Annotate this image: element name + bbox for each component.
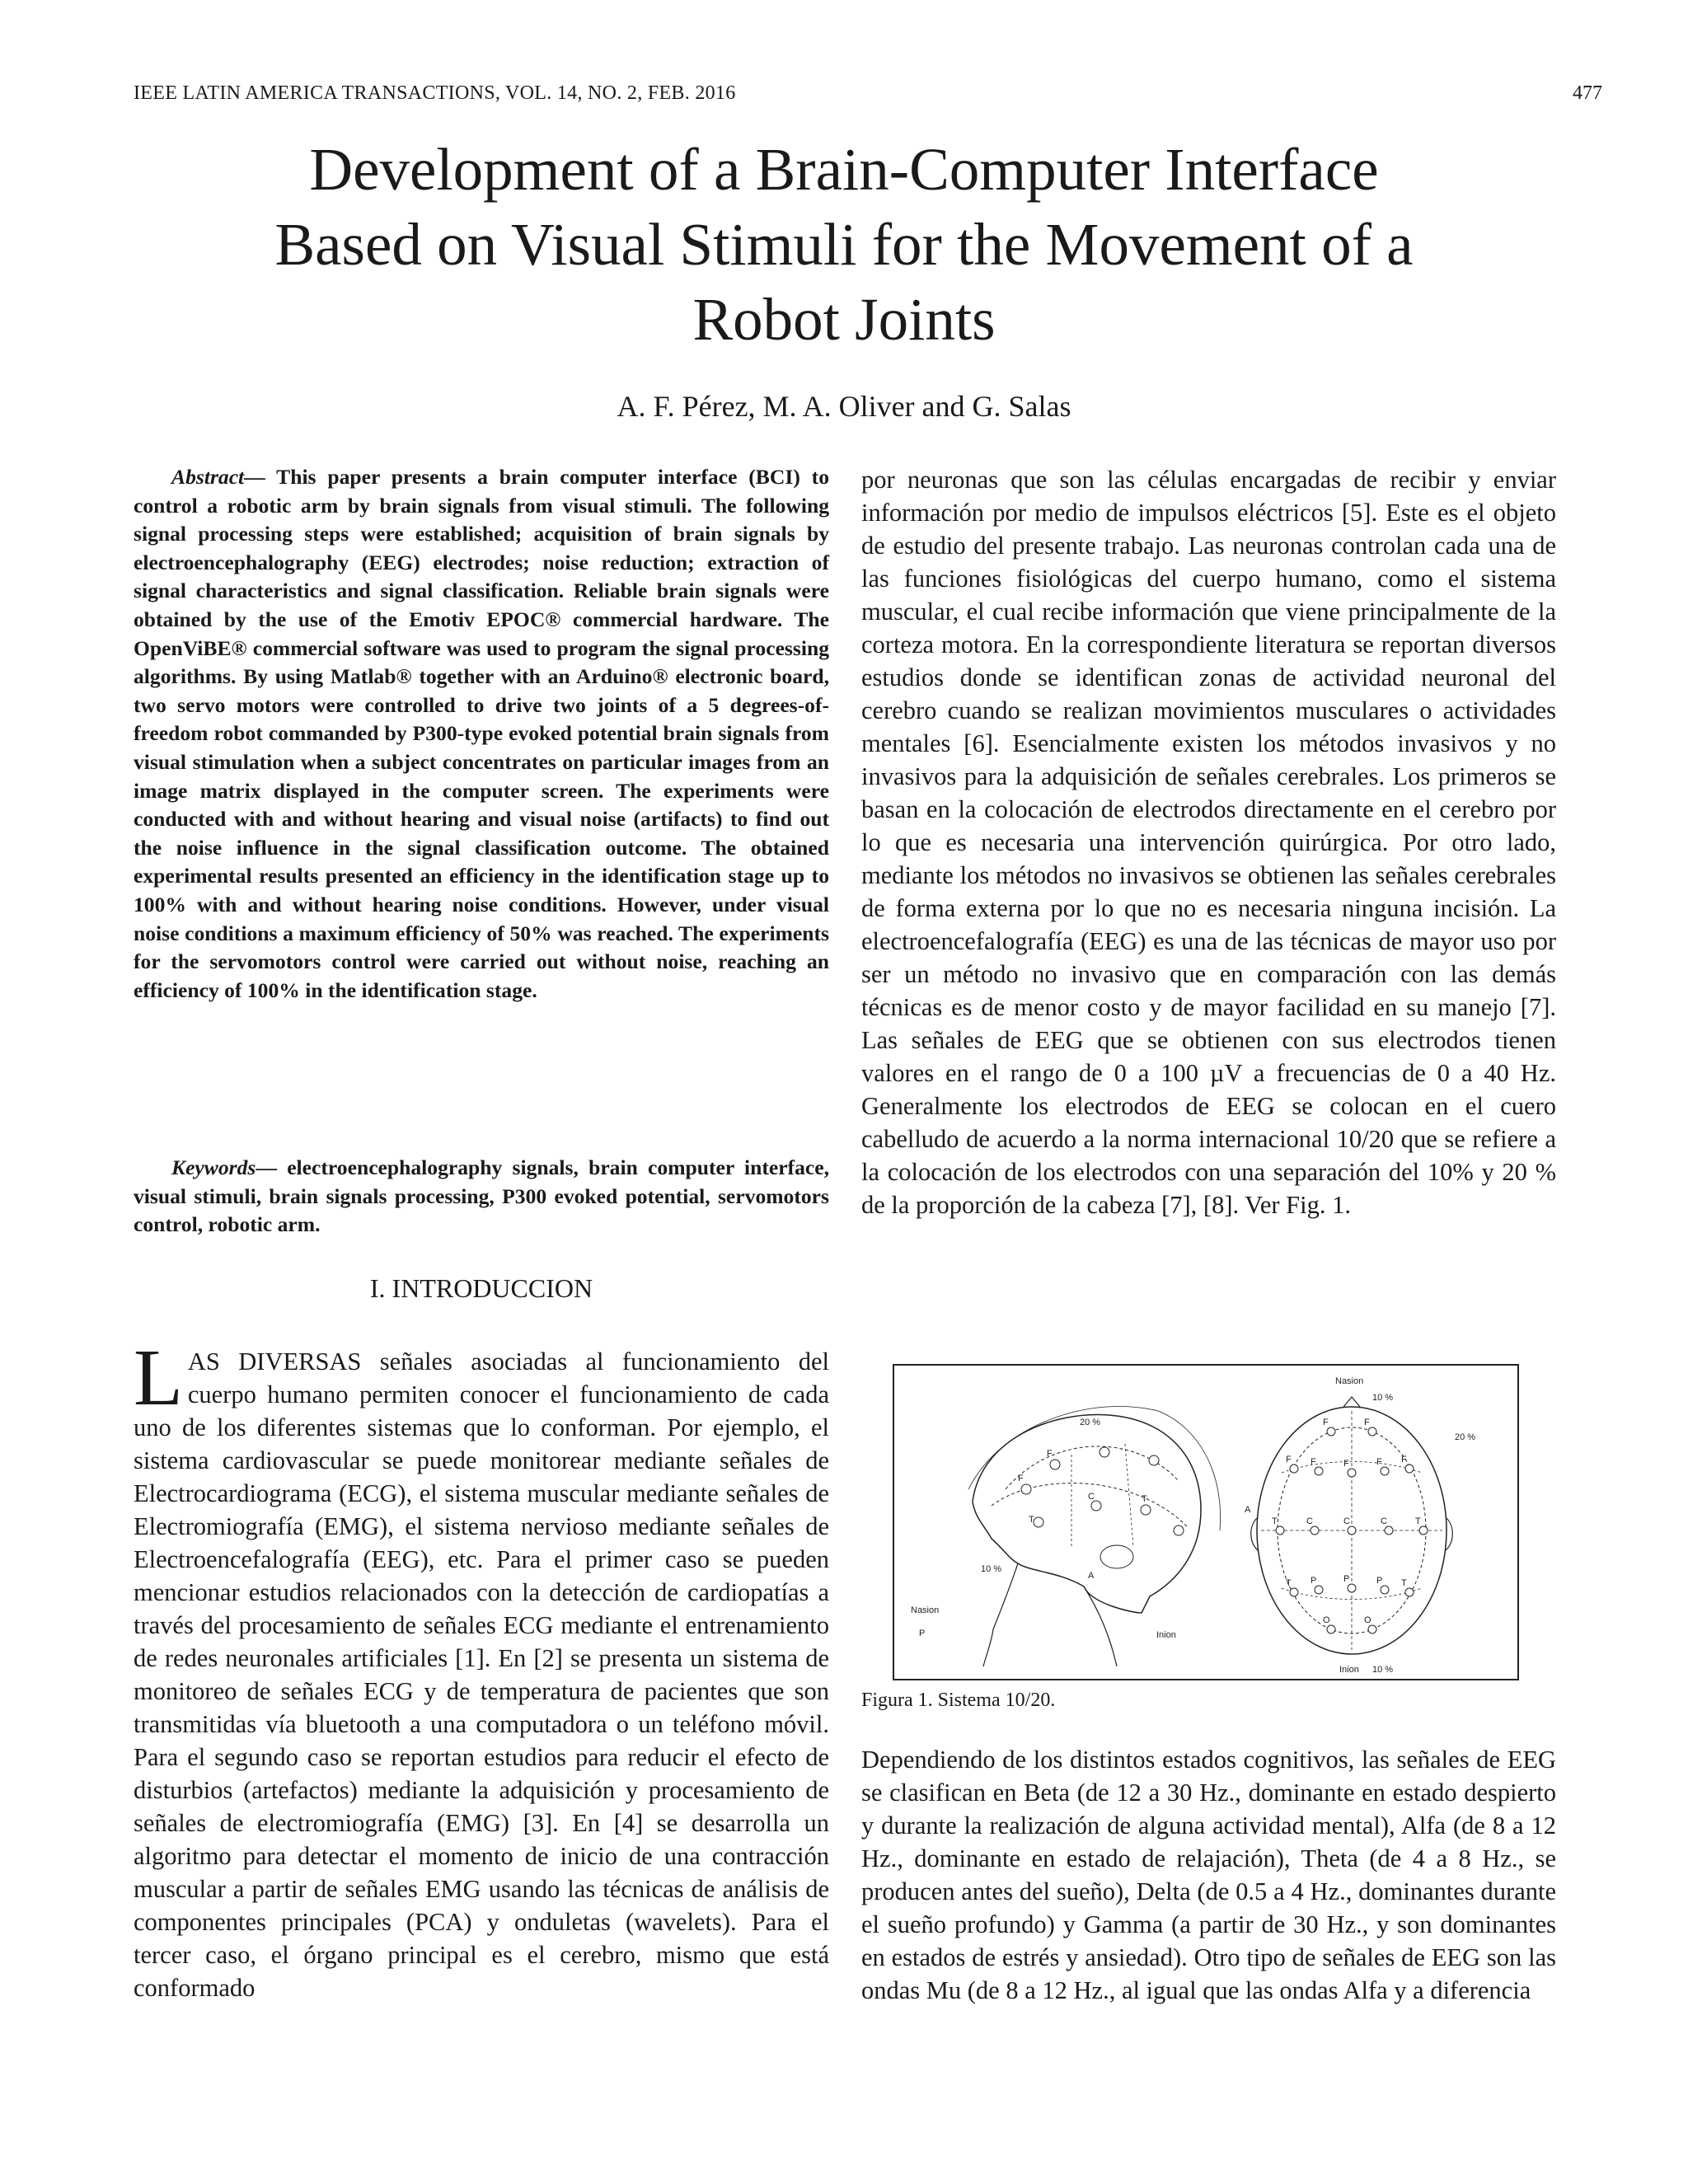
keywords: [134, 1154, 829, 1240]
label-f3: F: [1311, 1457, 1316, 1467]
intro-text: AS DIVERSAS señales asociadas al funcionamiento del cuerpo humano permiten conocer el funcionamiento de cada uno de los diferentes sistemas que lo conforman. Por ejemplo, el sistema cardiovascular se puede monitorear mediante señales de Electrocardiograma (ECG), el sistema muscular mediante señales de Electromiografía (EMG), el sistema nervioso mediante señales de Electroencefalografía (EEG), etc. Para el primer caso se pueden mencionar estudios relacionados con la detección de cardiopatías a través del procesamiento de señales ECG mediante el entrenamiento de redes neuronales artificiales [1]. En [2] se presenta un sistema de monitoreo de señales ECG y de temperatura de pacientes que son transmitidas vía bluetooth a una computadora o un teléfono móvil. Para el segundo caso se reportan estudios para reducir el efecto de disturbios (artefactos) mediante la adquisición y procesamiento de señales de electromiografía (EMG) [3]. En [4] se desarrolla un algoritmo para detectar el momento de inicio de una contracción muscular a partir de señales EMG usando las técnicas de análisis de componentes principales (PCA) y onduletas (wavelets). Para el tercer caso, el órgano principal es el cerebro, mismo que está conformado: [134, 1347, 829, 2002]
label-p3: P: [1311, 1576, 1317, 1586]
label-nasion-top: Nasion: [1335, 1376, 1364, 1386]
label-a1-top: A: [1245, 1505, 1251, 1515]
label-20pct-right: 20 %: [1455, 1432, 1476, 1442]
label-a1: A: [1088, 1571, 1095, 1581]
keywords-text: electroencephalography signals, brain computer interface, visual stimuli, brain signals processing, P300 evoked potential, servomotors control, robotic arm.: [134, 1155, 829, 1237]
label-inion-top: Inion: [1339, 1665, 1359, 1675]
label-p4: P: [1376, 1576, 1383, 1586]
label-o1: O: [1323, 1615, 1330, 1625]
label-f7: F: [1286, 1455, 1292, 1465]
label-c3: C: [1306, 1516, 1313, 1526]
title-line-2: Based on Visual Stimuli for the Movement of a: [274, 211, 1414, 278]
label-10pct-top: 10 %: [1372, 1393, 1394, 1403]
right-paragraph-1-text: por neuronas que son las células encargadas de recibir y enviar información por medio de impulsos eléctricos [5]. Este es el objeto de estudio del presente trabajo. Las neuronas controlan cada una de las funciones fisiológicas del cuerpo humano, como el sistema muscular, el cual recibe información que viene principalmente de la corteza motora. En la correspondiente literatura se reportan diversos estudios donde se identifican zonas de actividad neuronal del cerebro cuando se realizan movimientos musculares o actividades mentales [6]. Esencialmente existen los métodos invasivos y no invasivos para la adquisición de señales cerebrales. Los primeros se basan en la colocación de electrodos directamente en el cerebro por lo que es necesaria una intervención quirúrgica. Por otro lado, mediante los métodos no invasivos se obtienen las señales cerebrales de forma externa por lo que no es necesaria ninguna incisión. La electroencefalografía (EEG) es una de las técnicas de mayor uso por ser un método no invasivo que en comparación con las demás técnicas es de menor costo y de mayor facilidad en su manejo [7]. Las señales de EEG que se obtienen con sus electrodos tienen valores en el rango de 0 a 100 µV a frecuencias de 0 a 40 Hz. Generalmente los electrodos de EEG se colocan en el cuero cabelludo de acuerdo a la norma internacional 10/20 que se refiere a la colocación de los electrodos con una separación del 10% y 20 % de la proporción de la cabeza [7], [8]. Ver Fig. 1.: [861, 466, 1556, 1219]
label-nasion-side: Nasion: [911, 1605, 940, 1615]
label-c3-side: C: [1088, 1492, 1095, 1502]
label-fp1: F: [1323, 1418, 1329, 1427]
label-f4: F: [1376, 1457, 1382, 1467]
title-line-1: Development of a Brain-Computer Interface: [309, 136, 1379, 203]
label-inion-side: Inion: [1156, 1630, 1176, 1640]
label-o2: O: [1364, 1615, 1372, 1625]
label-f3-side: F: [1047, 1449, 1053, 1459]
abstract: [134, 463, 829, 1005]
title-line-3: Robot Joints: [692, 286, 996, 353]
label-fp2: F: [1364, 1418, 1370, 1427]
keywords-lead: Keywords: [171, 1155, 256, 1179]
label-20pct-top: 20 %: [1080, 1418, 1101, 1427]
label-t5: T: [1286, 1578, 1292, 1588]
abstract-text: This paper presents a brain computer interface (BCI) to control a robotic arm by brain signals from visual stimuli. The following signal processing steps were established; acquisition of brain signals by electroencephalography (EEG) electrodes; noise reduction; extraction of signal characteristics and signal classification. Reliable brain signals were obtained by the use of the Emotiv EPOC® commercial hardware. The OpenViBE® commercial software was used to program the signal processing algorithms. By using Matlab® together with an Arduino® electronic board, two servo motors were controlled to drive two joints of a 5 degrees-of-freedom robot commanded by P300-type evoked potential brain signals from visual stimulation when a subject concentrates on particular images from an image matrix displayed in the computer screen. The experiments were conducted with and without hearing and visual noise (artifacts) to find out the noise influence in the signal classification outcome. The obtained experimental results presented an efficiency in the identification stage up to 100% with and without hearing noise conditions. However, under visual noise conditions a maximum efficiency of 50% was reached. The experiments for the servomotors control were carried out without noise, reaching an efficiency of 100% in the identification stage.: [134, 465, 829, 1002]
right-paragraph-2: [861, 1743, 1556, 2007]
label-t5-side: T: [1142, 1494, 1147, 1504]
drop-cap: L: [134, 1333, 183, 1422]
figure-caption: Figura 1. Sistema 10/20.: [861, 1690, 1056, 1711]
label-pz: P: [1343, 1574, 1350, 1584]
section-heading-introduccion: I. INTRODUCCION: [369, 1273, 593, 1303]
label-t4: T: [1415, 1516, 1421, 1526]
intro-text-block: [134, 1333, 829, 2004]
label-10pct-left: 10 %: [981, 1564, 1002, 1574]
label-f7-side: F: [1018, 1474, 1024, 1483]
right-paragraph-1: [861, 463, 1556, 1221]
label-f8: F: [1401, 1455, 1407, 1465]
side-view-head: [968, 1406, 1221, 1666]
label-c4: C: [1381, 1516, 1387, 1526]
authors: A. F. Pérez, M. A. Oliver and G. Salas: [617, 390, 1071, 423]
top-view-labels: [1245, 1376, 1475, 1675]
intro-paragraph: [134, 1333, 829, 2004]
figure-10-20-system: [893, 1364, 1519, 1680]
eeg-electrode-diagram: [894, 1366, 1517, 1679]
abstract-lead: Abstract: [171, 465, 245, 489]
right-paragraph-2-text: Dependiendo de los distintos estados cognitivos, las señales de EEG se clasifican en Beta (de 12 a 30 Hz., dominante en estado despierto y durante la realización de alguna actividad mental), Alfa (de 8 a 12 Hz., dominante en estado de relajación), Theta (de 4 a 8 Hz., se producen antes del sueño), Delta (de 0.5 a 4 Hz., dominantes durante el sueño profundo) y Gamma (a partir de 30 Hz., y son dominantes en estados de estrés y ansiedad). Otro tipo de señales de EEG son las ondas Mu (de 8 a 12 Hz., al igual que las ondas Alfa y a diferencia: [861, 1746, 1556, 2004]
top-view-head: [1251, 1397, 1453, 1654]
label-fz: F: [1343, 1459, 1349, 1469]
label-t6: T: [1401, 1578, 1407, 1588]
label-pg1: P: [919, 1629, 926, 1638]
label-10pct-bottom: 10 %: [1372, 1665, 1394, 1675]
abstract-dash: —: [244, 465, 277, 489]
label-cz: C: [1343, 1516, 1350, 1526]
side-view-labels: [911, 1418, 1176, 1640]
page-number: 477: [1573, 82, 1602, 104]
journal-header: IEEE LATIN AMERICA TRANSACTIONS, VOL. 14, NO. 2, FEB. 2016: [134, 82, 736, 104]
keywords-dash: —: [256, 1155, 288, 1179]
label-t3: T: [1272, 1516, 1278, 1526]
label-t3-side: T: [1029, 1515, 1034, 1525]
paper-title: [134, 132, 1554, 357]
